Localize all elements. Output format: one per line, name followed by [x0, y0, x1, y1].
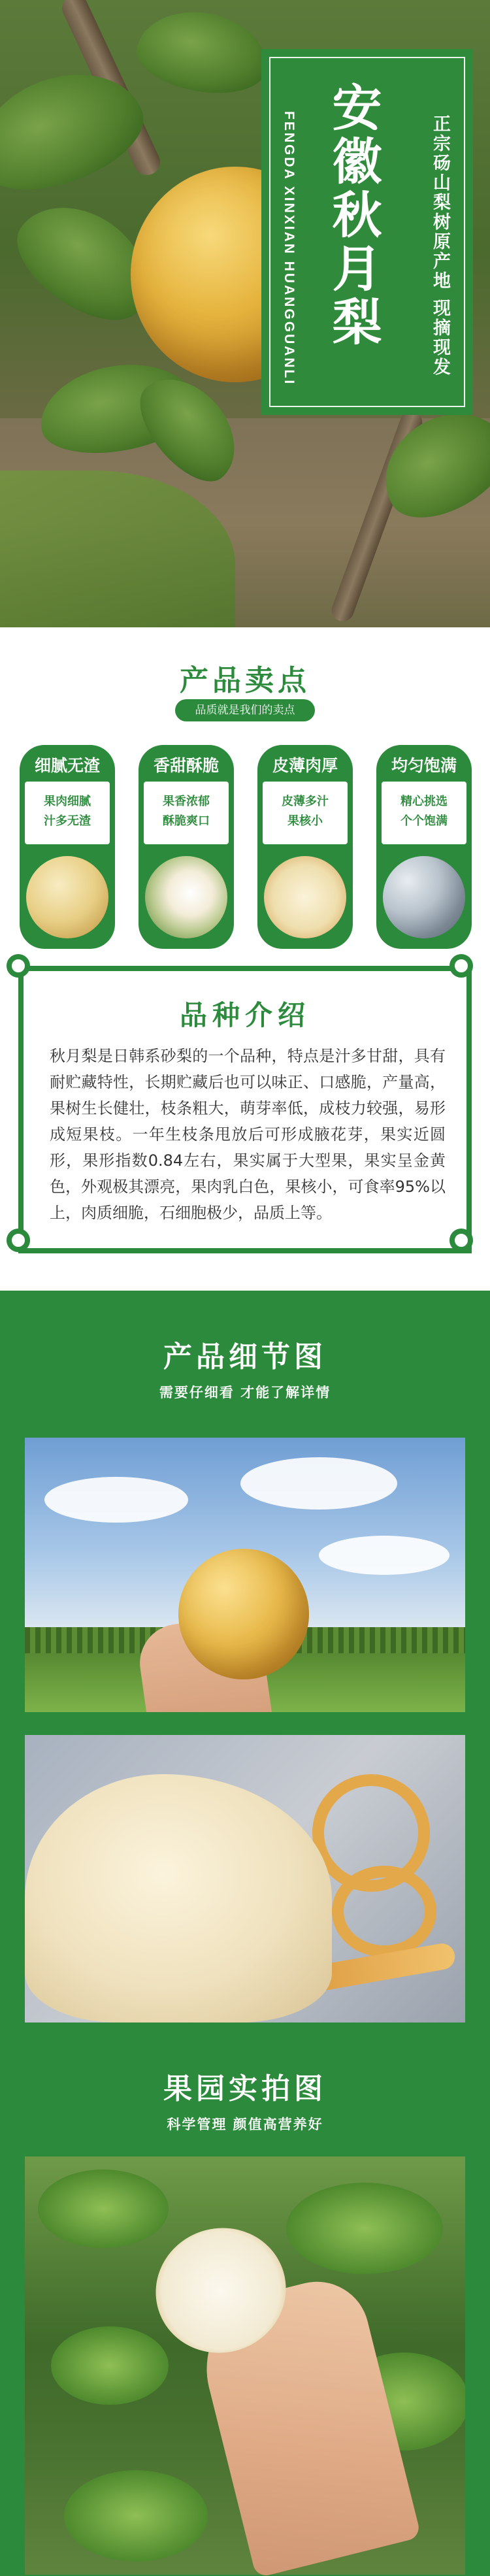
variety-title: 品种介绍 — [179, 999, 310, 1031]
selling-point-card — [139, 745, 234, 949]
variety-text: 秋月梨是日韩系砂梨的一个品种，特点是汁多甘甜，具有耐贮藏特性，长期贮藏后也可以味正、口感脆，产量高，果树生长健壮，枝条粗大，萌芽率低，成枝力较强，易形成短果枝。一年生枝条甩放后可形成腋花芽，果实近圆形，果形指数0.84左右，果实属于大型果，果实呈金黄色，外观极其漂亮，果肉乳白色，果核小，可食率95%以上，肉质细脆，石细胞极少，品质上等。 — [50, 1047, 446, 1222]
pear — [178, 1549, 309, 1679]
leaf — [131, 3, 274, 103]
corner-notch — [7, 1229, 30, 1252]
leaf — [64, 2470, 208, 2562]
selling-point-desc: 皮薄多汁 果核小 — [282, 795, 329, 828]
details-title: 产品细节图 — [163, 1340, 327, 1374]
cloud — [44, 1477, 188, 1523]
peeled-pear-photo — [264, 856, 346, 938]
cloud — [319, 1536, 449, 1575]
selling-point-card — [20, 745, 115, 949]
selling-point-desc: 精心挑选 个个饱满 — [400, 795, 448, 828]
selling-point-card — [376, 745, 472, 949]
selling-points-title: 产品卖点 — [180, 664, 310, 697]
selling-point-label: 香甜酥脆 — [153, 756, 219, 775]
hero-slogan: 正宗砀山梨树原产地 现摘现发 — [430, 114, 450, 378]
orchard-subtitle: 科学管理 颜值高营养好 — [167, 2117, 323, 2132]
pear-in-hand-photo — [25, 1438, 465, 1712]
selling-points-subtitle: 品质就是我们的卖点 — [175, 699, 315, 721]
leaf — [38, 2170, 169, 2248]
peeled-pear-photo — [25, 1735, 465, 2023]
pear-slice-photo — [145, 856, 227, 938]
selling-point-desc-box — [25, 782, 110, 844]
selling-point-desc: 果香浓郁 酥脆爽口 — [163, 795, 210, 828]
leaf — [286, 2183, 443, 2274]
corner-notch — [449, 954, 473, 978]
cloud — [240, 1457, 397, 1510]
selling-point-desc-box — [144, 782, 229, 844]
selling-point-desc: 果肉细腻 汁多无渣 — [44, 795, 91, 828]
selling-point-desc-box — [382, 782, 466, 844]
selling-point-label: 皮薄肉厚 — [272, 756, 338, 775]
details-subtitle: 需要仔细看 才能了解详情 — [159, 1385, 331, 1400]
hero-pinyin: FENGDA XINXIAN HUANGGUANLI — [282, 111, 297, 386]
pear-photo — [26, 856, 108, 938]
pear-peel — [332, 1866, 436, 1957]
hero-title-card — [261, 49, 473, 415]
selling-point-label: 均匀饱满 — [391, 756, 457, 775]
leaf — [51, 2326, 169, 2405]
corner-notch — [7, 954, 30, 978]
orchard-photo — [25, 2156, 465, 2576]
selling-point-desc-box — [263, 782, 348, 844]
corner-notch — [449, 1229, 473, 1252]
selling-point-label: 细腻无渣 — [34, 756, 100, 775]
packed-pears-photo — [383, 856, 465, 938]
hero-title: 安徽秋月梨 — [324, 82, 382, 350]
hero-banner — [0, 0, 490, 627]
selling-point-card — [257, 745, 353, 949]
orchard-title: 果园实拍图 — [163, 2072, 327, 2105]
variety-intro-box — [18, 966, 472, 1253]
leaf — [0, 52, 157, 208]
